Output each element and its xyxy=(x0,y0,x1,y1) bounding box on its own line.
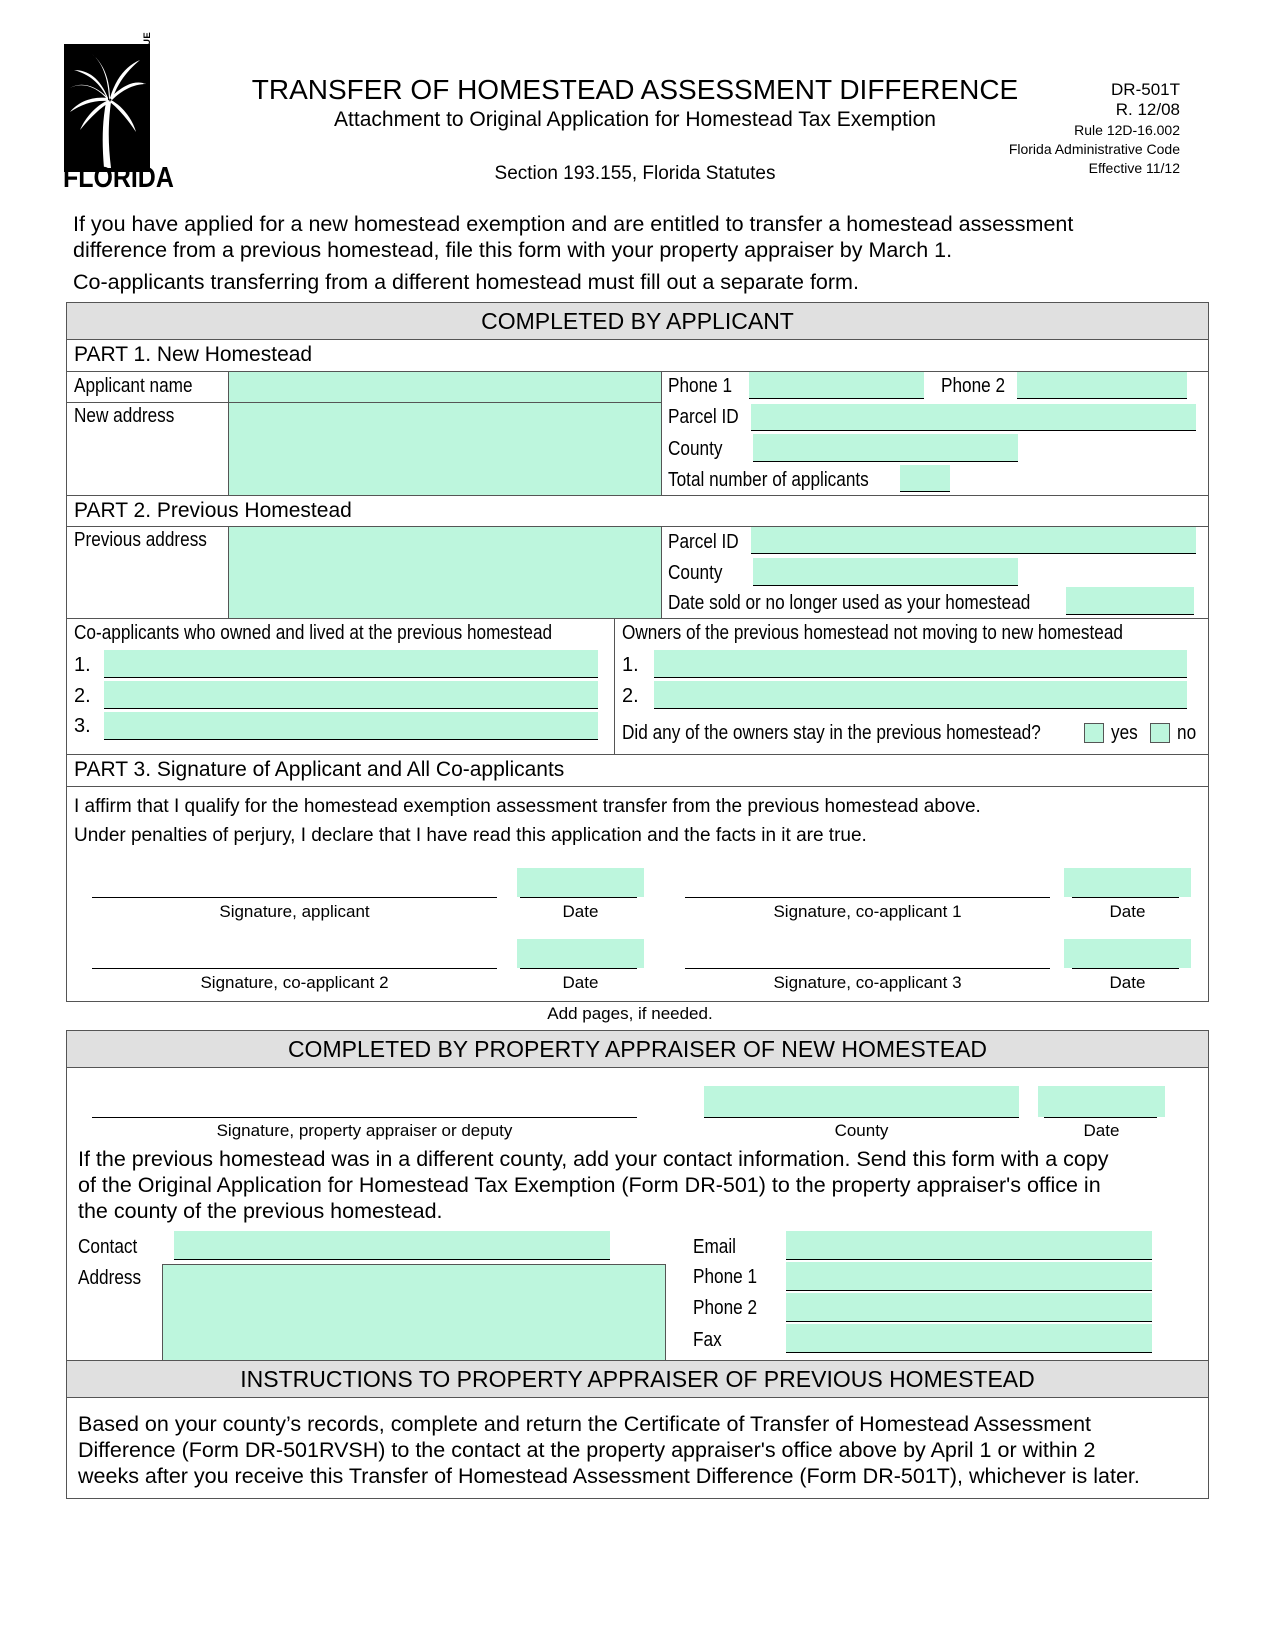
email-label: Email xyxy=(693,1236,737,1258)
owner-1-num: 1. xyxy=(622,654,639,676)
part2-title: PART 2. Previous Homestead xyxy=(74,499,352,522)
part3-title: PART 3. Signature of Applicant and All Co-applicants xyxy=(74,758,565,781)
phone2-field-appraiser[interactable] xyxy=(786,1293,1152,1322)
yes-checkbox[interactable] xyxy=(1084,723,1104,743)
no-label: no xyxy=(1177,722,1197,744)
divider xyxy=(661,371,662,495)
divider xyxy=(1072,941,1179,969)
form-subtitle: Attachment to Original Application for Homestead Tax Exemption xyxy=(334,108,936,131)
prev-parcel-id-label: Parcel ID xyxy=(668,531,739,553)
new-address-label: New address xyxy=(74,405,175,427)
divider xyxy=(520,870,637,898)
address-field[interactable] xyxy=(162,1264,666,1361)
statute: Section 193.155, Florida Statutes xyxy=(494,163,776,184)
appraiser-signature-line[interactable] xyxy=(92,1090,637,1118)
total-applicants-field[interactable] xyxy=(900,465,950,492)
appraiser-note-1: If the previous homestead was in a different county, add your contact information. Send this form with a copy xyxy=(78,1147,1109,1171)
instructions-line-3: weeks after you receive this Transfer of Homestead Assessment Difference (Form DR-501T), whichever is later. xyxy=(78,1464,1140,1488)
phone1-label-appraiser: Phone 1 xyxy=(693,1266,758,1288)
previous-address-field[interactable] xyxy=(229,527,661,618)
address-label: Address xyxy=(78,1267,142,1289)
previous-address-label: Previous address xyxy=(74,529,207,551)
phone2-label-appraiser: Phone 2 xyxy=(693,1297,758,1319)
applicant-signature-line[interactable] xyxy=(92,870,497,898)
perjury-text: Under penalties of perjury, I declare that I have read this application and the facts in it are true. xyxy=(74,825,867,846)
co1-signature-caption: Signature, co-applicant 1 xyxy=(773,902,962,921)
appraiser-note-3: the county of the previous homestead. xyxy=(78,1199,443,1223)
coapplicant-1-num: 1. xyxy=(74,654,91,676)
coapplicant-2-field[interactable] xyxy=(104,681,598,709)
intro-line-3: Co-applicants transferring from a different homestead must fill out a separate form. xyxy=(73,270,859,294)
revision: R. 12/08 xyxy=(1115,100,1180,119)
appraiser-county-field[interactable] xyxy=(704,1086,1019,1118)
coapplicant-1-field[interactable] xyxy=(104,650,598,678)
affirm-text: I affirm that I qualify for the homestead exemption assessment transfer from the previous homestead above. xyxy=(74,796,981,817)
coapplicant-2-num: 2. xyxy=(74,685,91,707)
contact-field[interactable] xyxy=(174,1231,610,1260)
prev-county-field[interactable] xyxy=(753,558,1018,586)
contact-label: Contact xyxy=(78,1236,138,1258)
coapplicants-heading: Co-applicants who owned and lived at the previous homestead xyxy=(74,622,553,644)
instructions-line-1: Based on your county’s records, complete and return the Certificate of Transfer of Homestead Assessment xyxy=(78,1412,1091,1436)
instructions-line-2: Difference (Form DR-501RVSH) to the contact at the property appraiser's office above by April 1 or within 2 xyxy=(78,1438,1096,1462)
divider xyxy=(661,526,662,618)
parcel-id-label: Parcel ID xyxy=(668,406,739,428)
owner-1-field[interactable] xyxy=(654,650,1187,678)
county-field[interactable] xyxy=(753,434,1018,462)
divider xyxy=(1044,1090,1157,1118)
co1-signature-line[interactable] xyxy=(685,870,1050,898)
applicant-name-label: Applicant name xyxy=(74,375,193,397)
yes-label: yes xyxy=(1111,722,1138,744)
applicant-section-heading: COMPLETED BY APPLICANT xyxy=(67,303,1208,340)
applicant-signature-caption: Signature, applicant xyxy=(219,902,370,921)
applicant-name-field[interactable] xyxy=(229,372,661,402)
part1-title: PART 1. New Homestead xyxy=(74,343,313,366)
county-label: County xyxy=(668,438,723,460)
intro-line-1: If you have applied for a new homestead exemption and are entitled to transfer a homestead assessment xyxy=(73,212,1074,236)
owners-stay-question: Did any of the owners stay in the previous homestead? xyxy=(622,722,1041,744)
divider xyxy=(520,941,637,969)
effective-date: Effective 11/12 xyxy=(1088,160,1180,176)
divider xyxy=(66,786,1209,787)
total-applicants-label: Total number of applicants xyxy=(668,469,869,491)
divider xyxy=(66,754,1209,755)
admin-code: Florida Administrative Code xyxy=(1008,141,1180,157)
phone2-label: Phone 2 xyxy=(941,375,1006,397)
co2-date-caption: Date xyxy=(562,973,599,992)
appraiser-county-caption: County xyxy=(834,1121,889,1140)
appraiser-date-caption: Date xyxy=(1083,1121,1120,1140)
florida-dor-logo xyxy=(63,32,174,200)
co2-signature-caption: Signature, co-applicant 2 xyxy=(200,973,389,992)
dept-of-revenue-text: DEPARTMENT OF REVENUE xyxy=(142,32,153,168)
no-checkbox[interactable] xyxy=(1150,723,1170,743)
co3-date-caption: Date xyxy=(1109,973,1146,992)
rule: Rule 12D-16.002 xyxy=(1074,122,1180,138)
new-address-field[interactable] xyxy=(229,403,661,495)
add-pages-note: Add pages, if needed. xyxy=(547,1004,713,1023)
phone2-field[interactable] xyxy=(1017,372,1187,399)
florida-wordmark: FLORIDA xyxy=(63,162,174,194)
prev-county-label: County xyxy=(668,562,723,584)
intro-line-2: difference from a previous homestead, file this form with your property appraiser by March 1. xyxy=(73,238,953,262)
phone1-label: Phone 1 xyxy=(668,375,733,397)
form-number: DR-501T xyxy=(1111,80,1180,99)
owner-2-field[interactable] xyxy=(654,681,1187,709)
owners-heading: Owners of the previous homestead not moving to new homestead xyxy=(622,622,1124,644)
parcel-id-field[interactable] xyxy=(751,404,1196,431)
coapplicant-3-num: 3. xyxy=(74,715,91,737)
divider xyxy=(1072,870,1179,898)
appraiser-note-2: of the Original Application for Homestead Tax Exemption (Form DR-501) to the property appraiser's office in xyxy=(78,1173,1101,1197)
phone1-field-appraiser[interactable] xyxy=(786,1262,1152,1291)
co3-signature-caption: Signature, co-applicant 3 xyxy=(773,973,962,992)
fax-label: Fax xyxy=(693,1329,722,1351)
divider xyxy=(614,618,615,754)
fax-field[interactable] xyxy=(786,1324,1152,1353)
email-field[interactable] xyxy=(786,1231,1152,1260)
divider xyxy=(66,495,1209,496)
co3-signature-line[interactable] xyxy=(685,941,1050,969)
prev-parcel-id-field[interactable] xyxy=(751,527,1196,554)
co2-signature-line[interactable] xyxy=(92,941,497,969)
phone1-field[interactable] xyxy=(749,372,924,399)
applicant-date-caption: Date xyxy=(562,902,599,921)
owner-2-num: 2. xyxy=(622,685,639,707)
instructions-heading: INSTRUCTIONS TO PROPERTY APPRAISER OF PREVIOUS HOMESTEAD xyxy=(67,1361,1208,1398)
date-sold-field[interactable] xyxy=(1066,587,1194,615)
appraiser-section-heading: COMPLETED BY PROPERTY APPRAISER OF NEW HOMESTEAD xyxy=(67,1031,1208,1068)
appraiser-signature-caption: Signature, property appraiser or deputy xyxy=(216,1121,513,1140)
form-title: TRANSFER OF HOMESTEAD ASSESSMENT DIFFERENCE xyxy=(251,74,1019,105)
coapplicant-3-field[interactable] xyxy=(104,712,598,740)
co1-date-caption: Date xyxy=(1109,902,1146,921)
divider xyxy=(66,618,1209,619)
date-sold-label: Date sold or no longer used as your homestead xyxy=(668,592,1031,614)
